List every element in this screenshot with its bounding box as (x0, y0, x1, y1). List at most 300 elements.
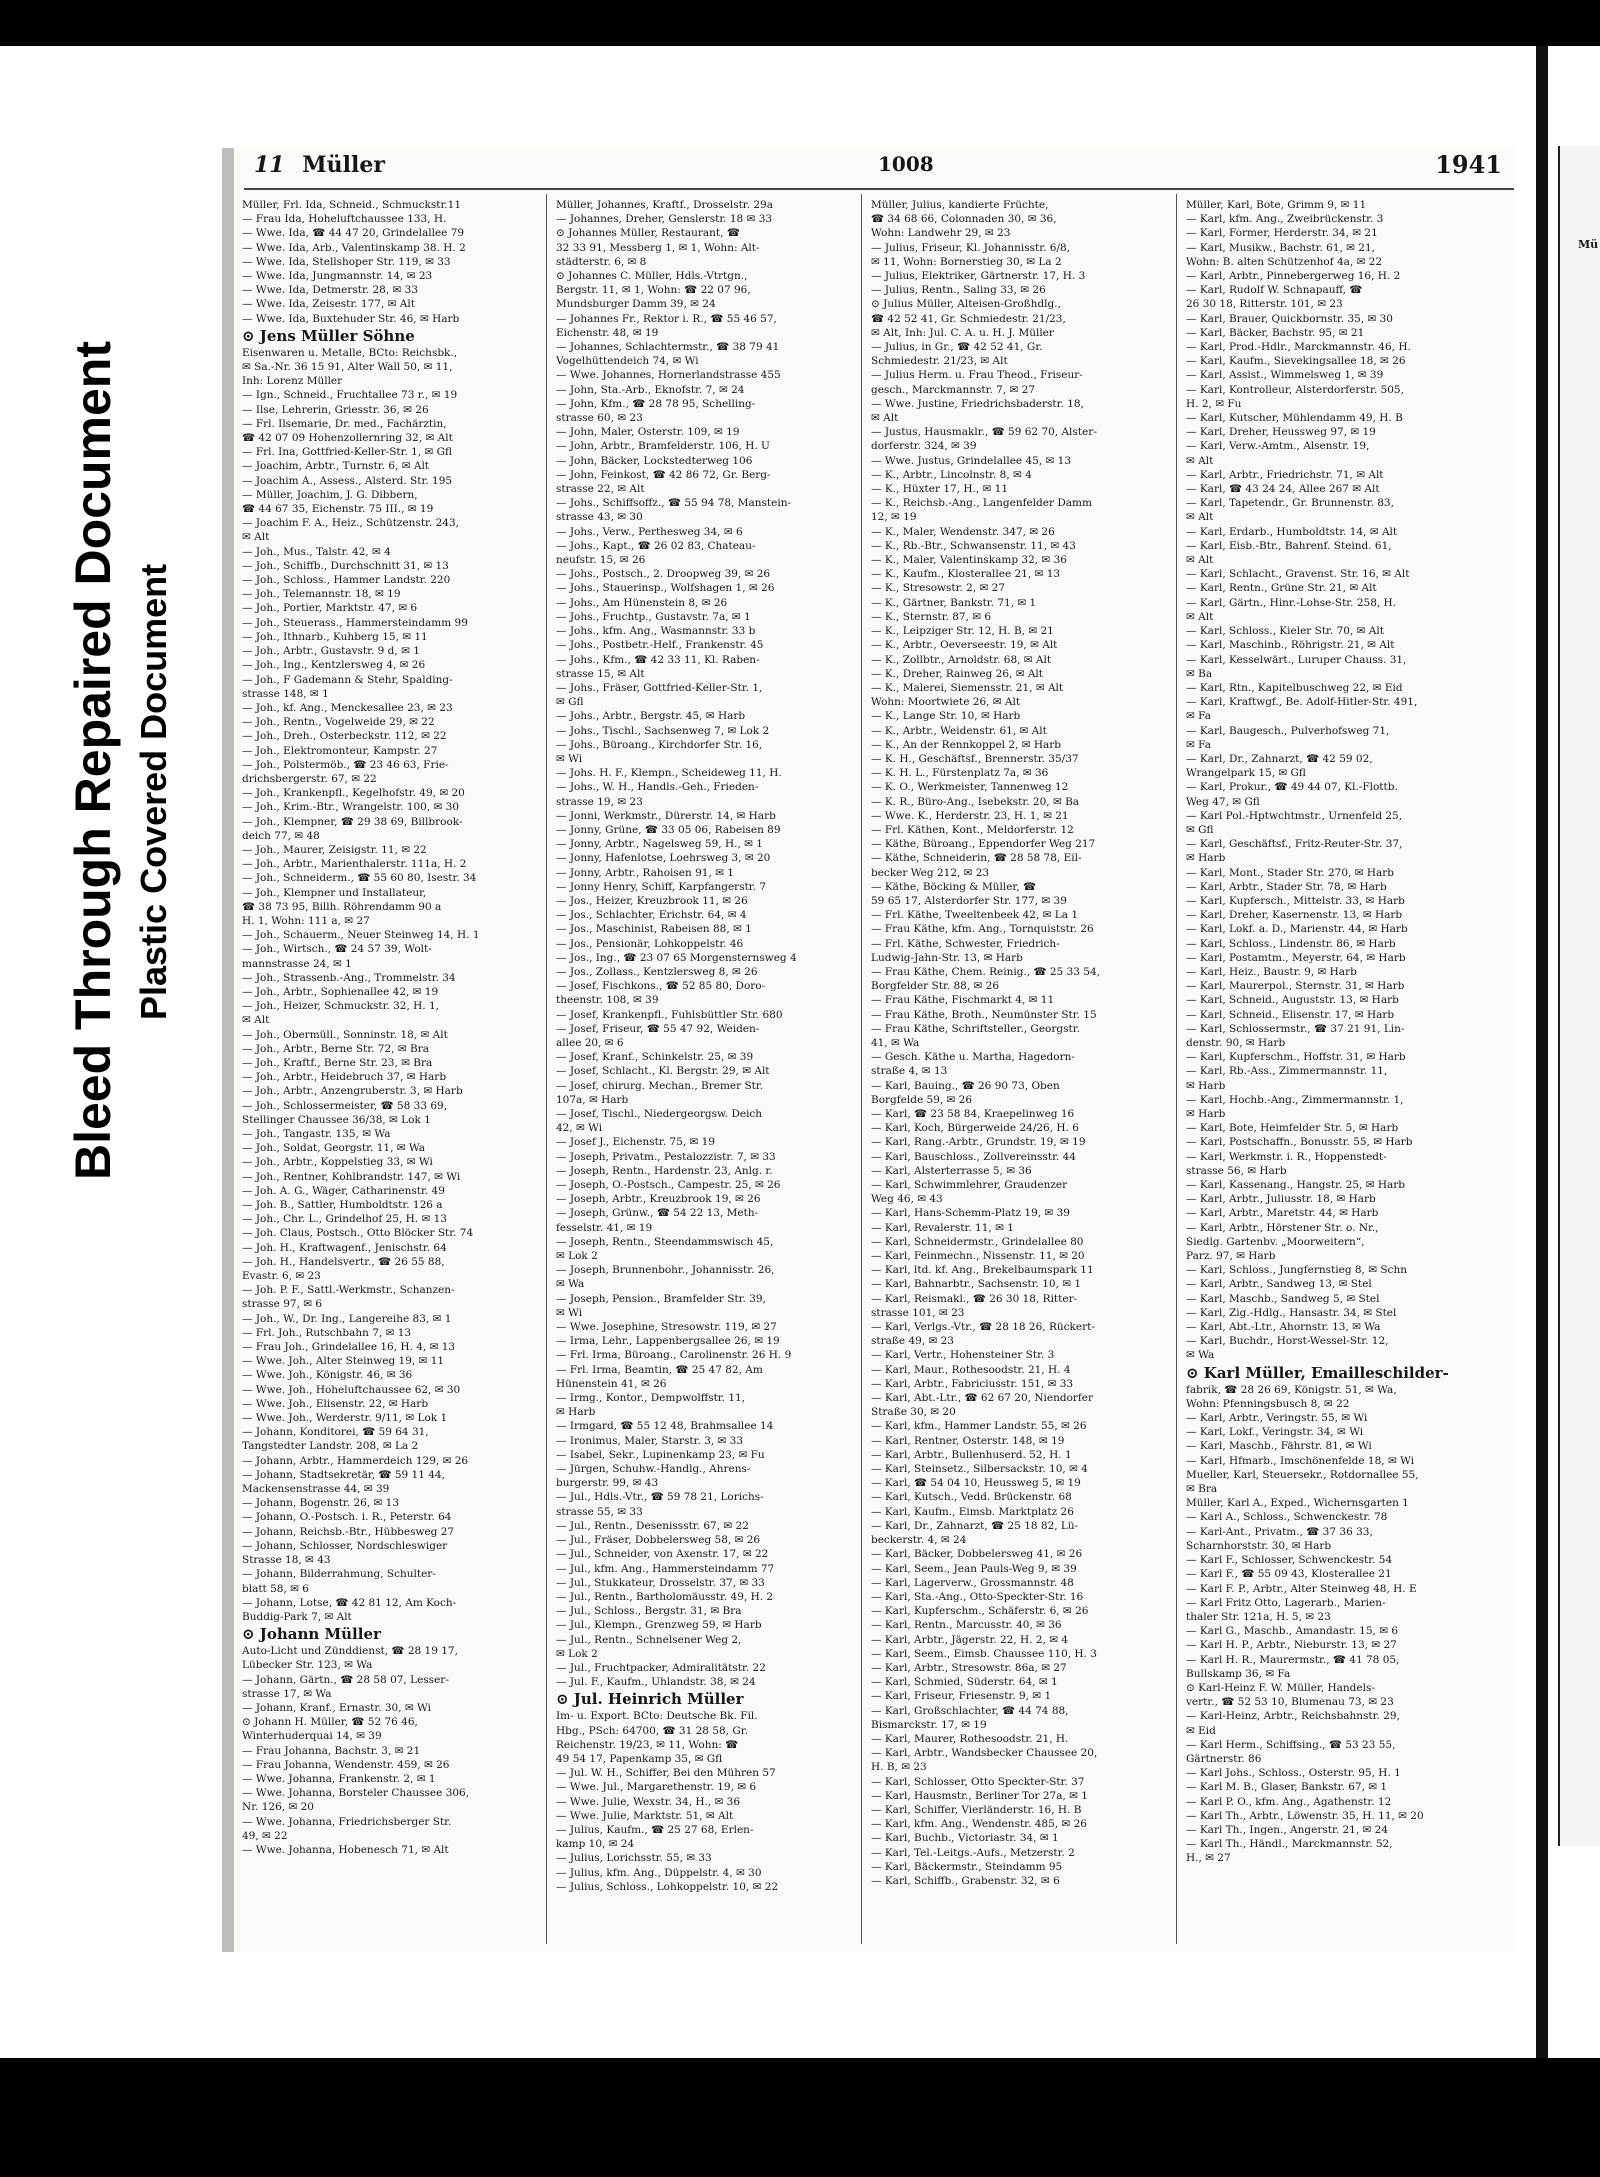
directory-entry: — Karl, Schloss., Jungfernstieg 8, ✉ Schn (1186, 1264, 1407, 1277)
directory-entry: — Karl, Schlacht., Gravenst. Str. 16, ✉ Alt (1186, 568, 1410, 581)
directory-entry: — Johann, Arbtr., Hammerdeich 129, ✉ 26 (242, 1454, 469, 1467)
directory-entry: strasse 17, ✉ Wa (242, 1687, 332, 1700)
page-gutter-shadow (1536, 46, 1548, 2058)
directory-entry: — Joh., Krim.-Btr., Wrangelstr. 100, ✉ 30 (242, 801, 460, 814)
directory-entry: — Johann, Kranf., Ernastr. 30, ✉ Wi (242, 1701, 431, 1714)
directory-entry: — Karl, Bahnarbtr., Sachsenstr. 10, ✉ 1 (871, 1278, 1082, 1291)
directory-entry: — Karl, Sta.-Ang., Otto-Speckter-Str. 16 (871, 1590, 1084, 1603)
directory-entry: — Karl, Arbtr., Pinnebergerweg 16, H. 2 (1186, 270, 1401, 283)
directory-entry: — Johann, Konditorei, ☎ 59 64 31, (242, 1426, 429, 1439)
directory-entry: Hbg., PSch: 64700, ☎ 31 28 58, Gr. (556, 1724, 748, 1737)
directory-entry: Scharnhorststr. 30, ✉ Harb (1186, 1539, 1332, 1552)
directory-entry: H., ✉ 27 (1186, 1852, 1231, 1865)
directory-entry: — Karl, Gärtn., Hinr.-Lohse-Str. 258, H. (1186, 596, 1397, 609)
directory-entry: — Jul., Rentn., Desenissstr. 67, ✉ 22 (556, 1519, 749, 1532)
directory-entry: — Karl Herm., Schiffsing., ☎ 53 23 55, (1186, 1738, 1396, 1751)
directory-entry: neufstr. 15, ✉ 26 (556, 554, 646, 567)
directory-entry: — Wwe. Ida, Arb., Valentinskamp 38. H. 2 (242, 241, 466, 254)
directory-entry: — Karl, Feinmechn., Nissenstr. 11, ✉ 20 (871, 1250, 1085, 1263)
directory-entry: — Karl, Rentner, Osterstr. 148, ✉ 19 (871, 1434, 1065, 1447)
directory-entry: — Joseph, Pension., Bramfelder Str. 39, (556, 1292, 766, 1305)
directory-entry: — Johann, O.-Postsch. i. R., Peterstr. 64 (242, 1511, 452, 1524)
directory-entry: ☎ 42 07 09 Hohenzollernring 32, ✉ Alt (242, 432, 453, 445)
directory-entry: — Josef, Schlacht., Kl. Bergstr. 29, ✉ Alt (556, 1065, 770, 1078)
directory-entry: — Irmg., Kontor., Dempwolffstr. 11, (556, 1392, 746, 1405)
directory-entry: — Karl, kfm., Hammer Landstr. 55, ✉ 26 (871, 1420, 1087, 1433)
directory-entry: — Karl Th., Arbtr., Löwenstr. 35, H. 11, ✉ 20 (1186, 1809, 1424, 1822)
directory-entry: — Karl, Verw.-Amtm., Alsenstr. 19, (1186, 440, 1370, 453)
side-label-plastic-covered: Plastic Covered Document (133, 563, 174, 1020)
directory-entry: — Karl Pol.-Hptwchtmstr., Urnenfeld 25, (1186, 809, 1403, 822)
directory-entry: ✉ Lok 2 (556, 1647, 598, 1660)
directory-entry: — Joh. H., Handelsvertr., ☎ 26 55 88, (242, 1255, 445, 1268)
directory-entry: ✉ Gfl (556, 696, 584, 709)
directory-entry: — Karl Fritz Otto, Lagerarb., Marien- (1186, 1596, 1386, 1609)
directory-entry: — Karl, ☎ 23 58 84, Kraepelinweg 16 (871, 1108, 1075, 1120)
directory-entry: gesch., Marckmannstr. 7, ✉ 27 (871, 383, 1035, 396)
directory-entry: — Joh., Maurer, Zeisigstr. 11, ✉ 22 (242, 843, 427, 856)
directory-entry: — Joh., Polstermöb., ☎ 23 46 63, Frie- (242, 758, 449, 771)
directory-entry: — Joh., Wirtsch., ☎ 24 57 39, Wolt- (242, 943, 432, 956)
directory-entry: ✉ Harb (1186, 1079, 1226, 1092)
directory-entry: vertr., ☎ 52 53 10, Blumenau 73, ✉ 23 (1186, 1696, 1394, 1709)
directory-entry: — Jonny, Arbtr., Rahoisen 91, ✉ 1 (556, 866, 734, 879)
directory-entry: — Joh., Soldat, Georgstr. 11, ✉ Wa (242, 1142, 426, 1155)
directory-entry: — Karl, Bauschloss., Zollvereinsstr. 44 (871, 1150, 1076, 1163)
directory-entry: ✉ Gfl (1186, 823, 1214, 836)
directory-entry: — Frl. Käthe, Tweeltenbeek 42, ✉ La 1 (871, 909, 1079, 922)
directory-entry: — Joh., Schauerm., Neuer Steinweg 14, H. 1 (242, 929, 480, 942)
directory-entry: Stellinger Chaussee 36/38, ✉ Lok 1 (242, 1113, 431, 1126)
directory-entry: — Julius, Lorichsstr. 55, ✉ 33 (556, 1852, 712, 1865)
directory-entry: — Wwe. Julie, Wexstr. 34, H., ✉ 36 (556, 1795, 741, 1808)
directory-entry: ✉ Wi (556, 1306, 583, 1319)
directory-entry: 32 33 91, Messberg 1, ✉ 1, Wohn: Alt- (556, 241, 760, 254)
directory-entry: ✉ Wa (556, 1278, 585, 1291)
directory-entry: — K., Dreher, Rainweg 26, ✉ Alt (871, 667, 1043, 680)
directory-entry: — Joh., Ing., Kentzlersweg 4, ✉ 26 (242, 659, 426, 672)
directory-entry: — Jul. F., Kaufm., Uhlandstr. 38, ✉ 24 (556, 1676, 756, 1689)
directory-entry: Wohn: B. alten Schützenhof 4a, ✉ 22 (1186, 255, 1383, 268)
directory-entry: Müller, Johannes, Kraftf., Drosselstr. 29a (556, 199, 773, 211)
directory-entry: — Käthe, Böcking & Müller, ☎ (871, 880, 1037, 893)
directory-entry: H. 2, ✉ Fu (1186, 397, 1242, 410)
directory-entry: — K., Arbtr., Oeverseestr. 19, ✉ Alt (871, 639, 1058, 652)
directory-entry: — Käthe, Schneiderin, ☎ 28 58 78, Eil- (871, 852, 1082, 865)
directory-entry: — Karl, Maurerpol., Sternstr. 31, ✉ Harb (1186, 980, 1405, 993)
directory-entry: — Karl, ltd. kf. Ang., Brekelbaumspark 11 (871, 1264, 1094, 1277)
directory-entry: — Karl-Ant., Privatm., ☎ 37 36 33, (1186, 1525, 1373, 1538)
directory-entry: — Karl, kfm. Ang., Zweibrückenstr. 3 (1186, 213, 1384, 226)
directory-entry: — K., An der Rennkoppel 2, ✉ Harb (871, 738, 1061, 751)
directory-entry: — John, Kfm., ☎ 28 78 95, Schelling- (556, 397, 756, 410)
directory-entry: — Johs., kfm. Ang., Wasmannstr. 33 b (556, 625, 756, 638)
directory-entry: — Karl, Lokf. a. D., Marienstr. 44, ✉ Harb (1186, 923, 1408, 936)
directory-entry: — Joachim, Arbtr., Turnstr. 6, ✉ Alt (242, 460, 430, 473)
directory-entry: ✉ Alt, Inh: Jul. C. A. u. H. J. Müller (871, 326, 1054, 339)
directory-entry: — Müller, Joachim, J. G. Dibbern, (242, 488, 418, 501)
directory-entry: H. 1, Wohn: 111 a, ✉ 27 (242, 914, 370, 927)
directory-entry: — Wwe. Joh., Werderstr. 9/11, ✉ Lok 1 (242, 1412, 448, 1425)
directory-entry: — Karl, Arbtr., Friedrichstr. 71, ✉ Alt (1186, 468, 1384, 481)
directory-entry: — Karl Johs., Schloss., Osterstr. 95, H. 1 (1186, 1767, 1401, 1780)
directory-entry: — Joh., Arbtr., Marienthalerstr. 111a, H. 2 (242, 858, 467, 871)
directory-entry: — Karl G., Maschb., Amandastr. 15, ✉ 6 (1186, 1625, 1399, 1638)
directory-entry: ✉ Alt (1186, 511, 1214, 524)
directory-column-4 (1186, 198, 1484, 1938)
directory-entry: — Karl F., ☎ 55 09 43, Klosterallee 21 (1186, 1568, 1392, 1581)
directory-entry: — Frau Käthe, Fischmarkt 4, ✉ 11 (871, 994, 1055, 1007)
directory-entry: — Karl, Schwimmlehrer, Graudenzer (871, 1179, 1068, 1192)
directory-entry: — Jonny, Grüne, ☎ 33 05 06, Rabeisen 89 (556, 823, 781, 836)
directory-entry: — Karl, Schneidermstr., Grindelallee 80 (871, 1235, 1084, 1248)
directory-entry: — K., Reichsb.-Ang., Langenfelder Damm (871, 497, 1092, 510)
directory-entry: — Karl, Abt.-Ltr., ☎ 62 67 20, Niendorfer (871, 1392, 1094, 1405)
directory-entry: Bergstr. 11, ✉ 1, Wohn: ☎ 22 07 96, (556, 284, 751, 297)
directory-entry: thaler Str. 121a, H. 5, ✉ 23 (1186, 1610, 1331, 1623)
directory-entry: Wohn: Pfenningsbusch 8, ✉ 22 (1186, 1397, 1350, 1410)
directory-entry: — Karl A., Schloss., Schwenckestr. 78 (1186, 1511, 1388, 1524)
directory-entry: — K., Maler, Wendenstr. 347, ✉ 26 (871, 525, 1055, 538)
directory-entry: mannstrasse 24, ✉ 1 (242, 957, 352, 970)
directory-entry: — Karl, ☎ 43 24 24, Allee 267 ✉ Alt (1186, 483, 1380, 496)
directory-entry: fesselstr. 41, ✉ 19 (556, 1221, 653, 1234)
directory-entry: ✉ Alt (242, 1014, 270, 1027)
directory-entry: — Karl, Tapetendr., Gr. Brunnenstr. 83, (1186, 497, 1394, 510)
directory-entry: — Jos., Pensionär, Lohkoppelstr. 46 (556, 937, 744, 950)
directory-entry: — Karl, Arbtr., Sandweg 13, ✉ Stel (1186, 1278, 1372, 1291)
directory-entry: — Joh., Arbtr., Gustavstr. 9 d, ✉ 1 (242, 645, 420, 658)
directory-entry: — Karl, Kupfersch., Mittelstr. 33, ✉ Harb (1186, 894, 1405, 907)
directory-entry: — Karl, Bäcker, Bachstr. 95, ✉ 21 (1186, 326, 1365, 339)
directory-entry: — Joh., Arbtr., Heidebruch 37, ✉ Harb (242, 1071, 447, 1084)
directory-entry: — Wwe. Ida, Jungmannstr. 14, ✉ 23 (242, 270, 433, 283)
directory-entry: — Karl, Baugesch., Pulverhofsweg 71, (1186, 724, 1390, 737)
directory-entry: — Wwe. Justus, Grindelallee 45, ✉ 13 (871, 454, 1072, 467)
directory-entry: — Karl, Musikw., Bachstr. 61, ✉ 21, (1186, 241, 1376, 254)
directory-entry: — Frau Ida, Hoheluftchaussee 133, H. (242, 213, 447, 226)
directory-entry: — Joh., Heizer, Schmuckstr. 32, H. 1, (242, 1000, 439, 1013)
directory-entry: ⊙ Jul. Heinrich Müller (556, 1690, 744, 1709)
directory-entry: — Johannes, Schlachtermstr., ☎ 38 79 41 (556, 341, 780, 354)
directory-entry: — Julius, Rentn., Saling 33, ✉ 26 (871, 284, 1046, 297)
directory-entry: — Joseph, Arbtr., Kreuzbrook 19, ✉ 26 (556, 1193, 761, 1206)
directory-entry: — Joseph, Grünw., ☎ 54 22 13, Meth- (556, 1207, 759, 1220)
directory-entry: — Wwe. Ida, Zeisestr. 177, ✉ Alt (242, 298, 415, 311)
directory-entry: — Jos., Schlachter, Erichstr. 64, ✉ 4 (556, 909, 747, 922)
side-labels (60, 341, 182, 1180)
directory-entry: — Karl, Buchdr., Horst-Wessel-Str. 12, (1186, 1335, 1389, 1348)
directory-entry: — Johann, Gärtn., ☎ 28 58 07, Lesser- (242, 1673, 449, 1686)
directory-entry: — Karl, Kutscher, Mühlendamm 49, H. B (1186, 412, 1403, 425)
directory-entry: — Wwe. Ida, Stellshoper Str. 119, ✉ 33 (242, 255, 451, 268)
directory-entry: — Joh., Dreh., Osterbeckstr. 112, ✉ 22 (242, 730, 447, 743)
directory-entry: Parz. 97, ✉ Harb (1186, 1250, 1276, 1263)
directory-entry: — Joh., Tangastr. 135, ✉ Wa (242, 1128, 391, 1140)
directory-entry: ⊙ Julius Müller, Alteisen-Großhdlg., (871, 298, 1061, 311)
directory-entry: — Karl, Brauer, Quickbornstr. 35, ✉ 30 (1186, 312, 1393, 325)
directory-entry: — Karl, kfm. Ang., Wendenstr. 485, ✉ 26 (871, 1818, 1087, 1831)
directory-entry: — Johs., Kfm., ☎ 42 33 11, Kl. Raben- (556, 653, 760, 666)
directory-entry: — K., Stresowstr. 2, ✉ 27 (871, 582, 1006, 595)
directory-entry: — Wwe. K., Herderstr. 23, H. 1, ✉ 21 (871, 809, 1069, 822)
directory-entry: — Wwe. Ida, Buxtehuder Str. 46, ✉ Harb (242, 312, 460, 325)
directory-entry: — Ironimus, Maler, Starstr. 3, ✉ 33 (556, 1434, 744, 1447)
directory-entry: — Wwe. Jul., Margarethenstr. 19, ✉ 6 (556, 1781, 757, 1794)
directory-entry: — Jul., Schloss., Bergstr. 31, ✉ Bra (556, 1605, 742, 1618)
directory-entry: — K., Kaufm., Klosterallee 21, ✉ 13 (871, 568, 1061, 581)
directory-entry: — Karl, Bäcker, Dobbelersweg 41, ✉ 26 (871, 1548, 1083, 1561)
directory-entry: theenstr. 108, ✉ 39 (556, 994, 659, 1007)
directory-entry: — Karl, Rang.-Arbtr., Grundstr. 19, ✉ 19 (871, 1136, 1086, 1149)
directory-entry: — Jul., Rentn., Schnelsener Weg 2, (556, 1633, 742, 1646)
directory-entry: — Karl, Abt.-Ltr., Ahornstr. 13, ✉ Wa (1186, 1321, 1381, 1334)
directory-entry: — K. H. L., Fürstenplatz 7a, ✉ 36 (871, 767, 1049, 780)
directory-entry: — Wwe. Ida, Detmerstr. 28, ✉ 33 (242, 284, 419, 297)
directory-entry: — Karl, Lokf., Veringstr. 34, ✉ Wi (1186, 1426, 1364, 1439)
header-name: Müller (302, 152, 385, 178)
directory-entry: Gärtnerstr. 86 (1186, 1752, 1262, 1765)
directory-entry: ⊙ Johann Müller (242, 1625, 381, 1644)
directory-entry: — Karl, Arbtr., Maretstr. 44, ✉ Harb (1186, 1207, 1379, 1220)
directory-entry: — Johs., Fruchtp., Gustavstr. 7a, ✉ 1 (556, 610, 751, 623)
directory-entry: — Johannes, Dreher, Genslerstr. 18 ✉ 33 (556, 213, 773, 226)
directory-entry: Borgfelder Str. 88, ✉ 26 (871, 980, 1000, 993)
directory-entry: strasse 148, ✉ 1 (242, 687, 329, 700)
directory-entry: — Karl, Arbtr., Jägerstr. 22, H. 2, ✉ 4 (871, 1633, 1069, 1646)
directory-entry: blatt 58, ✉ 6 (242, 1582, 309, 1595)
directory-entry: — Joh., W., Dr. Ing., Langereihe 83, ✉ 1 (242, 1312, 452, 1325)
directory-entry: — Karl, Arbtr., Stresowstr. 86a, ✉ 27 (871, 1661, 1067, 1674)
directory-entry: — Julius, in Gr., ☎ 42 52 41, Gr. (871, 341, 1043, 354)
directory-entry: Bismarckstr. 17, ✉ 19 (871, 1718, 987, 1731)
directory-entry: — Karl, Buchb., Victoriastr. 34, ✉ 1 (871, 1832, 1059, 1845)
directory-entry: — Joh. Claus, Postsch., Otto Blöcker Str. 74 (242, 1227, 474, 1240)
directory-entry: — Joh., Schlossermeister, ☎ 58 33 69, (242, 1099, 448, 1112)
directory-entry: Schmiedestr. 21/23, ✉ Alt (871, 355, 1008, 368)
directory-entry: deich 77, ✉ 48 (242, 829, 320, 842)
directory-entry: — Karl H. R., Maurermstr., ☎ 41 78 05, (1186, 1653, 1400, 1666)
directory-entry: — Johs., Kapt., ☎ 26 02 83, Chateau- (556, 539, 756, 552)
directory-entry: Wrangelpark 15, ✉ Gfl (1186, 767, 1306, 780)
directory-entry: — Josef, Fischkons., ☎ 52 85 80, Doro- (556, 980, 766, 993)
directory-entry: Ludwig-Jahn-Str. 13, ✉ Harb (871, 951, 1023, 964)
directory-entry: — Joh., Portier, Marktstr. 47, ✉ 6 (242, 602, 418, 615)
directory-entry: ⊙ Karl-Heinz F. W. Müller, Handels- (1186, 1681, 1375, 1694)
directory-entry: strasse 97, ✉ 6 (242, 1298, 323, 1311)
directory-entry: — Jul. W. H., Schiffer, Bei den Mühren 57 (556, 1767, 776, 1780)
directory-entry: — Karl, Reismakl., ☎ 26 30 18, Ritter- (871, 1292, 1078, 1305)
directory-entry: — Karl, Postamtm., Meyerstr. 64, ✉ Harb (1186, 951, 1406, 964)
directory-entry: — Karl, Alsterterrasse 5, ✉ 36 (871, 1164, 1032, 1177)
header-page-prefix: 11 (254, 152, 285, 178)
directory-entry: — Joh., Schloss., Hammer Landstr. 220 (242, 574, 451, 587)
directory-entry: ⊙ Jens Müller Söhne (242, 326, 415, 345)
directory-entry: — Johann, Bogenstr. 26, ✉ 13 (242, 1497, 400, 1510)
directory-entry: — Karl, Seem., Eimsb. Chaussee 110, H. 3 (871, 1647, 1097, 1660)
directory-entry: — Karl, Schlosser, Otto Speckter-Str. 37 (871, 1775, 1085, 1788)
side-label-bleed-through: Bleed Through Repaired Document (65, 341, 121, 1180)
directory-entry: — Karl, Mont., Stader Str. 270, ✉ Harb (1186, 866, 1394, 879)
directory-entry: Mueller, Karl, Steuersekr., Rotdornallee 55, (1186, 1468, 1419, 1481)
directory-entry: strasse 15, ✉ Alt (556, 667, 645, 680)
directory-entry: strasse 43, ✉ 30 (556, 511, 643, 524)
directory-entry: — Karl, Hfmarb., Imschönenfelde 18, ✉ Wi (1186, 1454, 1415, 1467)
directory-entry: — Joh., Arbtr., Berne Str. 72, ✉ Bra (242, 1042, 429, 1055)
directory-entry: — Gesch. Käthe u. Martha, Hagedorn- (871, 1051, 1075, 1064)
directory-entry: — Karl, Kassenang., Hangstr. 25, ✉ Harb (1186, 1179, 1405, 1192)
directory-entry: — Joseph, Rentn., Hardenstr. 23, Anlg. r. (556, 1164, 773, 1177)
directory-entry: — Frl. Käthe, Schwester, Friedrich- (871, 937, 1060, 950)
directory-entry: 41, ✉ Wa (871, 1036, 920, 1049)
directory-entry: Im- u. Export. BCto: Deutsche Bk. Fil. (556, 1710, 758, 1723)
directory-entry: ✉ Fa (1186, 710, 1211, 723)
directory-entry: ✉ Alt (1186, 554, 1214, 567)
directory-entry: Wohn: Moortwiete 26, ✉ Alt (871, 696, 1021, 709)
directory-entry: Eichenstr. 48, ✉ 19 (556, 326, 659, 339)
directory-entry: — Karl Th., Ingen., Angerstr. 21, ✉ 24 (1186, 1823, 1389, 1836)
directory-entry: ☎ 42 52 41, Gr. Schmiedestr. 21/23, (871, 312, 1066, 325)
directory-entry: — Karl, Maschinb., Röhrigstr. 21, ✉ Alt (1186, 639, 1395, 652)
directory-entry: — Karl, Assist., Wimmelsweg 1, ✉ 39 (1186, 369, 1384, 382)
directory-entry: — K., Maler, Valentinskamp 32, ✉ 36 (871, 554, 1067, 567)
directory-entry: — Josef, chirurg. Mechan., Bremer Str. (556, 1079, 764, 1092)
directory-entry: — Joseph, Rentn., Steendammswisch 45, (556, 1235, 774, 1248)
directory-entry: — Joh. P. F., Sattl.-Werkmstr., Schanzen- (242, 1284, 455, 1297)
directory-entry: Hünenstein 41, ✉ 26 (556, 1377, 667, 1390)
directory-entry: — Frl. Käthen, Kont., Meldorferstr. 12 (871, 823, 1074, 836)
directory-entry: — Wwe. Johanna, Frankenstr. 2, ✉ 1 (242, 1772, 436, 1785)
directory-entry: — Wwe. Joh., Hoheluftchaussee 62, ✉ 30 (242, 1383, 461, 1396)
directory-entry: — Karl, Großschlachter, ☎ 44 74 88, (871, 1704, 1069, 1717)
directory-entry: — Justus, Hausmaklr., ☎ 59 62 70, Alster- (871, 426, 1097, 439)
directory-entry: strasse 60, ✉ 23 (556, 412, 643, 425)
directory-entry: — Wwe. Julie, Marktstr. 51, ✉ Alt (556, 1809, 734, 1822)
directory-entry: ✉ Bra (1186, 1483, 1218, 1496)
directory-entry: 12, ✉ 19 (871, 511, 917, 524)
directory-entry: — John, Bäcker, Lockstedterweg 106 (556, 454, 753, 467)
directory-entry: — Johs. H. F., Klempn., Scheideweg 11, H. (556, 767, 782, 780)
directory-entry: — Jonny Henry, Schiff, Karpfangerstr. 7 (556, 880, 767, 893)
directory-entry: ⊙ Johann H. Müller, ☎ 52 76 46, (242, 1716, 418, 1729)
directory-entry: — Joh. B., Sattler, Humboldtstr. 126 a (242, 1199, 443, 1212)
directory-entry: — Joh., F Gademann & Stehr, Spalding- (242, 673, 453, 686)
directory-entry: — Karl, Zig.-Hdlg., Hansastr. 34, ✉ Stel (1186, 1306, 1397, 1319)
directory-entry: — Joh., Schiffb., Durchschnitt 31, ✉ 13 (242, 559, 449, 572)
column-divider (546, 194, 547, 1944)
directory-entry: — Johs., Postsch., 2. Droopweg 39, ✉ 26 (556, 568, 771, 581)
directory-entry: — Karl, Kesselwärt., Luruper Chauss. 31, (1186, 653, 1407, 666)
directory-entry: — Isabel, Sekr., Lupinenkamp 23, ✉ Fu (556, 1448, 765, 1461)
directory-entry: — Wwe. Joh., Alter Steinweg 19, ✉ 11 (242, 1355, 445, 1368)
next-page-fragment: Mü (1578, 238, 1599, 251)
directory-entry: — Frl. Ilsemarie, Dr. med., Fachärztin, (242, 417, 447, 430)
directory-entry: — Josef, Krankenpfl., Fuhlsbüttler Str. 680 (556, 1008, 783, 1021)
directory-entry: ✉ Alt (1186, 610, 1214, 623)
directory-entry: — Irma, Lehr., Lappenbergsallee 26, ✉ 19 (556, 1335, 780, 1348)
directory-entry: — Karl, Prokur., ☎ 49 44 07, Kl.-Flottb. (1186, 781, 1398, 794)
directory-entry: straße 4, ✉ 13 (871, 1065, 948, 1078)
directory-entry: — K., Hüxter 17, H., ✉ 11 (871, 483, 1009, 496)
directory-entry: — Wwe. Justine, Friedrichsbaderstr. 18, (871, 397, 1084, 410)
directory-entry: Müller, Karl A., Exped., Wichernsgarten 1 (1186, 1497, 1409, 1510)
directory-entry: — Karl M. B., Glaser, Bankstr. 67, ✉ 1 (1186, 1781, 1388, 1794)
directory-entry: Reichenstr. 19/23, ✉ 11, Wohn: ☎ (556, 1738, 739, 1751)
directory-entry: — Karl, Schloss., Lindenstr. 86, ✉ Harb (1186, 937, 1396, 950)
directory-entry: Müller, Julius, kandierte Früchte, (871, 199, 1049, 211)
directory-entry: — Karl, Friseur, Friesenstr. 9, ✉ 1 (871, 1690, 1052, 1703)
directory-entry: — Joh., Rentn., Vogelweide 29, ✉ 22 (242, 716, 435, 729)
directory-entry: — Julius, Elektriker, Gärtnerstr. 17, H. 3 (871, 270, 1086, 283)
directory-entry: — Joh., Chr. L., Grindelhof 25, H. ✉ 13 (242, 1213, 447, 1226)
directory-entry: — Julius, kfm. Ang., Düppelstr. 4, ✉ 30 (556, 1866, 762, 1879)
directory-entry: — Wwe. Johanna, Hobenesch 71, ✉ Alt (242, 1843, 449, 1856)
directory-entry: — Joh., Klempner und Installateur, (242, 886, 427, 899)
directory-entry: — Ilse, Lehrerin, Griesstr. 36, ✉ 26 (242, 403, 429, 416)
page-header (254, 152, 1518, 186)
directory-entry: drichsbergerstr. 67, ✉ 22 (242, 772, 377, 785)
directory-entry: beckerstr. 4, ✉ 24 (871, 1534, 967, 1547)
scan-border-bottom (0, 2058, 1600, 2177)
directory-entry: — Joh., Krankenpfl., Kegelhofstr. 49, ✉ 20 (242, 787, 465, 800)
header-left (254, 152, 385, 178)
directory-entry: — Joh., Ithnarb., Kuhberg 15, ✉ 11 (242, 630, 428, 643)
directory-entry: Bullskamp 36, ✉ Fa (1186, 1667, 1291, 1680)
directory-entry: becker Weg 212, ✉ 23 (871, 866, 990, 879)
directory-entry: ✉ Alt (1186, 454, 1214, 467)
directory-entry: ✉ Alt (871, 412, 899, 425)
directory-entry: Siedlg. Gartenbv. „Moorweitern“, (1186, 1235, 1365, 1248)
directory-entry: — Julius, Kaufm., ☎ 25 27 68, Erlen- (556, 1823, 754, 1836)
directory-entry: Eisenwaren u. Metalle, BCto: Reichsbk., (242, 346, 458, 359)
directory-entry: — Karl, Eisb.-Btr., Bahrenf. Steind. 61, (1186, 539, 1392, 552)
directory-entry: — Karl, Hans-Schemm-Platz 19, ✉ 39 (871, 1207, 1070, 1220)
directory-entry: ☎ 44 67 35, Eichenstr. 75 III., ✉ 19 (242, 503, 434, 516)
directory-entry: — Karl, Rudolf W. Schnapauff, ☎ (1186, 284, 1363, 297)
header-rule (244, 188, 1514, 190)
directory-entry: — Karl, Dreher, Kasernenstr. 13, ✉ Harb (1186, 909, 1403, 922)
directory-entry: — Karl, Maurer, Rothesoodstr. 21, H. (871, 1732, 1069, 1745)
directory-entry: — Karl P. O., kfm. Ang., Agathenstr. 12 (1186, 1795, 1392, 1808)
directory-entry: — Karl, Postschaffn., Bonusstr. 55, ✉ Harb (1186, 1136, 1413, 1149)
directory-entry: — Karl, Hochb.-Ang., Zimmermannstr. 1, (1186, 1093, 1404, 1106)
directory-entry: — Karl, Dr., Zahnarzt, ☎ 25 18 82, Lü- (871, 1519, 1079, 1532)
directory-entry: Weg 46, ✉ 43 (871, 1193, 943, 1206)
directory-entry: — Karl, Verlgs.-Vtr., ☎ 28 18 26, Rückert- (871, 1321, 1095, 1334)
directory-entry: — Joh., Steuerass., Hammersteindamm 99 (242, 616, 468, 629)
header-page-number: 1008 (878, 152, 934, 176)
directory-entry: — Karl-Heinz, Arbtr., Reichsbahnstr. 29, (1186, 1710, 1400, 1723)
directory-entry: Tangstedter Landstr. 208, ✉ La 2 (242, 1440, 419, 1453)
directory-entry: — Karl, Arbtr., Wandsbecker Chaussee 20, (871, 1747, 1098, 1760)
directory-entry: Müller, Frl. Ida, Schneid., Schmuckstr.11 (242, 199, 462, 211)
directory-entry: ✉ Lok 2 (556, 1250, 598, 1263)
directory-entry: — Karl, Dr., Zahnarzt, ☎ 42 59 02, (1186, 752, 1373, 765)
directory-entry: — Josef, Kranf., Schinkelstr. 25, ✉ 39 (556, 1051, 754, 1064)
directory-entry: — Frau Käthe, kfm. Ang., Tornquiststr. 26 (871, 923, 1094, 936)
directory-entry: — Jul., Hdls.-Vtr., ☎ 59 78 21, Lorichs- (556, 1491, 764, 1504)
directory-entry: — Karl, Schiffb., Grabenstr. 32, ✉ 6 (871, 1874, 1060, 1887)
directory-entry: — Karl, Schlossermstr., ☎ 37 21 91, Lin- (1186, 1022, 1405, 1035)
directory-entry: — Joh., Arbtr., Anzengruberstr. 3, ✉ Harb (242, 1085, 463, 1098)
directory-entry: — Karl, Arbtr., Hörstener Str. o. Nr., (1186, 1221, 1379, 1234)
directory-entry: — Karl, Arbtr., Stader Str. 78, ✉ Harb (1186, 880, 1387, 893)
directory-entry: — Karl, ☎ 54 04 10, Heussweg 5, ✉ 19 (871, 1477, 1081, 1490)
column-divider (861, 194, 862, 1944)
directory-entry: — K., Sternstr. 87, ✉ 6 (871, 610, 992, 623)
directory-entry: — John, Feinkost, ☎ 42 86 72, Gr. Berg- (556, 468, 771, 481)
directory-entry: — Johs., Schiffsoffz., ☎ 55 94 78, Manstein- (556, 497, 792, 510)
